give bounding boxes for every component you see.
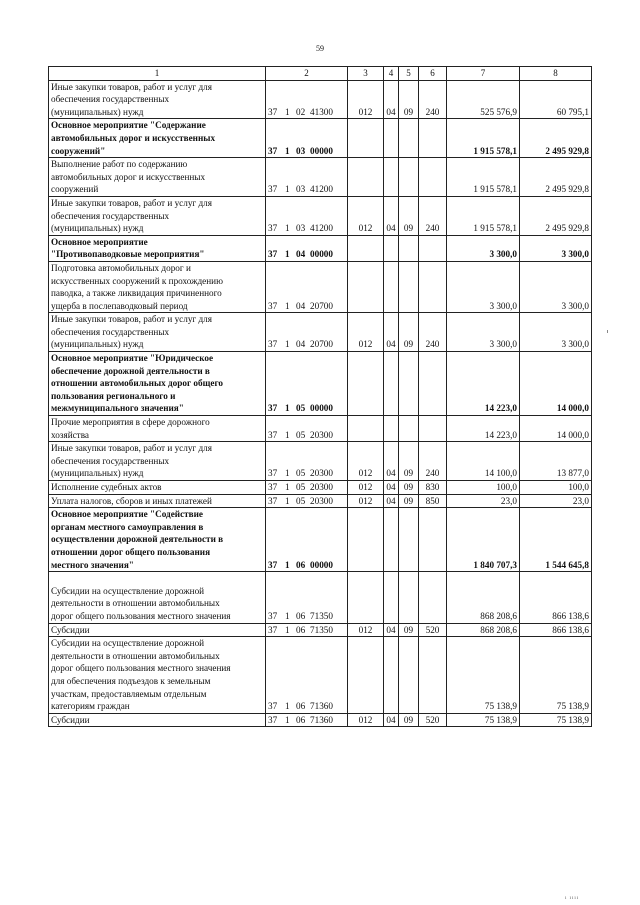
amount-year-1: 3 300,0 <box>447 261 520 312</box>
description-line: (муниципальных) нужд <box>51 106 144 117</box>
description-line: Основное мероприятие "Юридическое <box>51 353 214 364</box>
row-description <box>49 80 266 119</box>
corner-scan-mark: ı ıııı <box>565 896 580 901</box>
table-row <box>49 352 592 416</box>
subsection-code <box>399 352 419 416</box>
header-cell: 6 <box>419 67 447 81</box>
code-part-m: 05 <box>296 468 306 479</box>
description-line: ущерба в послепаводковый период <box>51 300 188 311</box>
ministry-code: 012 <box>348 196 384 235</box>
amount-year-2: 3 300,0 <box>520 313 592 352</box>
target-article-code <box>266 442 348 481</box>
description-line: Субсидии на осуществление дорожной <box>51 585 205 596</box>
description-line: Субсидии <box>51 624 90 635</box>
expense-type-code <box>419 158 447 197</box>
table-row <box>49 442 592 481</box>
amount-year-2: 14 000,0 <box>520 416 592 442</box>
code-part-m: 04 <box>296 249 306 260</box>
row-description <box>49 196 266 235</box>
code-part-m: 03 <box>296 223 306 234</box>
description-line: Уплата налогов, сборов и иных платежей <box>51 495 212 506</box>
target-article-code <box>266 494 348 508</box>
header-cell: 1 <box>49 67 266 81</box>
row-description <box>49 416 266 442</box>
ministry-code: 012 <box>348 481 384 495</box>
description-line: Основное мероприятие "Содержание <box>51 120 206 131</box>
code-part-p: 37 <box>268 495 278 506</box>
code-part-p: 37 <box>268 403 278 414</box>
row-description <box>49 494 266 508</box>
code-part-d: 20300 <box>310 468 333 479</box>
code-part-d: 41200 <box>310 223 333 234</box>
amount-year-2: 3 300,0 <box>520 261 592 312</box>
code-part-s: 1 <box>285 106 290 117</box>
code-part-d: 20700 <box>310 300 333 311</box>
description-line: межмуниципального значения" <box>51 403 184 414</box>
code-part-m: 06 <box>296 559 306 570</box>
code-part-s: 1 <box>285 300 290 311</box>
subsection-code: 09 <box>399 494 419 508</box>
target-article-code <box>266 119 348 158</box>
amount-year-1: 868 208,6 <box>447 572 520 623</box>
subsection-code <box>399 119 419 158</box>
target-article-code <box>266 313 348 352</box>
amount-year-1: 1 915 578,1 <box>447 158 520 197</box>
description-line: паводка, а также ликвидация причиненного <box>51 288 222 299</box>
code-part-d: 00000 <box>310 249 333 260</box>
section-code <box>384 352 399 416</box>
code-part-p: 37 <box>268 714 278 725</box>
code-part-p: 37 <box>268 249 278 260</box>
table-row <box>49 508 592 572</box>
ministry-code <box>348 119 384 158</box>
code-part-d: 20300 <box>310 482 333 492</box>
subsection-code: 09 <box>399 481 419 495</box>
code-part-d: 71360 <box>310 701 333 712</box>
description-line: Иные закупки товаров, работ и услуг для <box>51 443 212 454</box>
description-line: Субсидии <box>51 714 90 725</box>
amount-year-2: 60 795,1 <box>520 80 592 119</box>
code-part-d: 00000 <box>310 403 333 414</box>
amount-year-2: 866 138,6 <box>520 572 592 623</box>
amount-year-1: 1 840 707,3 <box>447 508 520 572</box>
code-part-p: 37 <box>268 701 278 712</box>
table-row <box>49 119 592 158</box>
section-code <box>384 508 399 572</box>
table-row <box>49 416 592 442</box>
code-part-s: 1 <box>285 714 290 725</box>
description-line: Выполнение работ по содержанию <box>51 159 188 170</box>
expense-type-code <box>419 235 447 261</box>
table-row <box>49 623 592 637</box>
expense-type-code: 240 <box>419 80 447 119</box>
expense-type-code <box>419 637 447 714</box>
ministry-code: 012 <box>348 623 384 637</box>
code-part-p: 37 <box>268 106 278 117</box>
amount-year-2: 100,0 <box>520 481 592 495</box>
header-row <box>49 67 592 81</box>
code-part-m: 05 <box>296 429 306 440</box>
code-part-s: 1 <box>285 495 290 506</box>
row-description <box>49 713 266 727</box>
code-part-p: 37 <box>268 300 278 311</box>
ministry-code <box>348 572 384 623</box>
row-description <box>49 119 266 158</box>
code-part-s: 1 <box>285 624 290 635</box>
budget-table <box>48 66 592 727</box>
subsection-code: 09 <box>399 196 419 235</box>
code-part-m: 06 <box>296 610 306 621</box>
ministry-code: 012 <box>348 713 384 727</box>
target-article-code <box>266 261 348 312</box>
code-part-s: 1 <box>285 184 290 195</box>
ministry-code <box>348 352 384 416</box>
table-row <box>49 261 592 312</box>
amount-year-2: 14 000,0 <box>520 352 592 416</box>
header-cell: 5 <box>399 67 419 81</box>
code-part-m: 06 <box>296 624 306 635</box>
table-row <box>49 637 592 714</box>
amount-year-1: 1 915 578,1 <box>447 119 520 158</box>
expense-type-code <box>419 416 447 442</box>
description-line: органам местного самоуправления в <box>51 521 204 532</box>
section-code: 04 <box>384 196 399 235</box>
section-code: 04 <box>384 623 399 637</box>
code-part-d: 41300 <box>310 106 333 117</box>
description-line: Основное мероприятие "Содействие <box>51 509 204 520</box>
target-article-code <box>266 623 348 637</box>
ministry-code <box>348 416 384 442</box>
row-description <box>49 637 266 714</box>
description-line: обеспечение дорожной деятельности в <box>51 365 210 376</box>
section-code <box>384 235 399 261</box>
description-line: местного значения" <box>51 559 134 570</box>
expense-type-code: 240 <box>419 442 447 481</box>
subsection-code: 09 <box>399 313 419 352</box>
ministry-code <box>348 637 384 714</box>
code-part-p: 37 <box>268 559 278 570</box>
amount-year-1: 14 223,0 <box>447 352 520 416</box>
amount-year-2: 75 138,9 <box>520 637 592 714</box>
code-part-d: 20300 <box>310 429 333 440</box>
description-line: сооружений" <box>51 145 106 156</box>
description-line: отношении автомобильных дорог общего <box>51 378 223 389</box>
amount-year-1: 3 300,0 <box>447 235 520 261</box>
section-code: 04 <box>384 481 399 495</box>
code-part-s: 1 <box>285 701 290 712</box>
code-part-p: 37 <box>268 339 278 350</box>
ministry-code: 012 <box>348 442 384 481</box>
description-line: обеспечения государственных <box>51 94 170 105</box>
code-part-d: 20700 <box>310 339 333 350</box>
expense-type-code <box>419 261 447 312</box>
amount-year-2: 1 544 645,8 <box>520 508 592 572</box>
ministry-code <box>348 508 384 572</box>
code-part-m: 02 <box>296 106 306 117</box>
target-article-code <box>266 713 348 727</box>
ministry-code: 012 <box>348 80 384 119</box>
ministry-code: 012 <box>348 313 384 352</box>
code-part-d: 71350 <box>310 610 333 621</box>
row-description <box>49 313 266 352</box>
section-code: 04 <box>384 80 399 119</box>
subsection-code: 09 <box>399 80 419 119</box>
code-part-s: 1 <box>285 145 290 156</box>
amount-year-1: 14 223,0 <box>447 416 520 442</box>
table-row <box>49 481 592 495</box>
code-part-p: 37 <box>268 468 278 479</box>
expense-type-code <box>419 119 447 158</box>
section-code <box>384 119 399 158</box>
amount-year-1: 23,0 <box>447 494 520 508</box>
code-part-s: 1 <box>285 610 290 621</box>
row-description <box>49 235 266 261</box>
header-cell: 3 <box>348 67 384 81</box>
amount-year-1: 75 138,9 <box>447 713 520 727</box>
amount-year-1: 525 576,9 <box>447 80 520 119</box>
code-part-m: 04 <box>296 300 306 311</box>
description-line: (муниципальных) нужд <box>51 468 144 479</box>
target-article-code <box>266 235 348 261</box>
table-row <box>49 713 592 727</box>
amount-year-1: 868 208,6 <box>447 623 520 637</box>
code-part-m: 03 <box>296 184 306 195</box>
row-description <box>49 508 266 572</box>
amount-year-1: 1 915 578,1 <box>447 196 520 235</box>
table-row <box>49 494 592 508</box>
target-article-code <box>266 158 348 197</box>
code-part-s: 1 <box>285 559 290 570</box>
description-line: хозяйства <box>51 429 89 440</box>
section-code <box>384 572 399 623</box>
subsection-code <box>399 416 419 442</box>
description-line: деятельности в отношении автомобильных <box>51 650 220 661</box>
description-line: искусственных сооружений к прохождению <box>51 275 223 286</box>
header-cell: 4 <box>384 67 399 81</box>
target-article-code <box>266 508 348 572</box>
expense-type-code: 240 <box>419 313 447 352</box>
description-line: деятельности в отношении автомобильных <box>51 598 220 609</box>
description-line: участкам, предоставляемым отдельным <box>51 688 207 699</box>
table-row <box>49 313 592 352</box>
amount-year-2: 2 495 929,8 <box>520 196 592 235</box>
amount-year-2: 2 495 929,8 <box>520 119 592 158</box>
table-row <box>49 80 592 119</box>
code-part-s: 1 <box>285 482 290 492</box>
code-part-s: 1 <box>285 249 290 260</box>
code-part-p: 37 <box>268 145 278 156</box>
header-cell: 8 <box>520 67 592 81</box>
expense-type-code: 520 <box>419 623 447 637</box>
section-code <box>384 158 399 197</box>
expense-type-code: 520 <box>419 713 447 727</box>
code-part-m: 06 <box>296 714 306 725</box>
description-line: Иные закупки товаров, работ и услуг для <box>51 314 212 325</box>
target-article-code <box>266 196 348 235</box>
table-row <box>49 196 592 235</box>
code-part-d: 00000 <box>310 145 333 156</box>
section-code <box>384 637 399 714</box>
description-line: Подготовка автомобильных дорог и <box>51 262 191 273</box>
table-row <box>49 572 592 623</box>
code-part-d: 71350 <box>310 624 333 635</box>
code-part-s: 1 <box>285 429 290 440</box>
target-article-code <box>266 80 348 119</box>
subsection-code <box>399 235 419 261</box>
table-row <box>49 158 592 197</box>
code-part-d: 41200 <box>310 184 333 195</box>
code-part-s: 1 <box>285 223 290 234</box>
ministry-code: 012 <box>348 494 384 508</box>
expense-type-code: 240 <box>419 196 447 235</box>
subsection-code: 09 <box>399 623 419 637</box>
code-part-m: 06 <box>296 701 306 712</box>
description-line: Исполнение судебных актов <box>51 482 162 492</box>
code-part-p: 37 <box>268 610 278 621</box>
target-article-code <box>266 352 348 416</box>
target-article-code <box>266 416 348 442</box>
subsection-code <box>399 158 419 197</box>
description-line: категориям граждан <box>51 701 130 712</box>
row-description <box>49 481 266 495</box>
row-description <box>49 352 266 416</box>
description-line: обеспечения государственных <box>51 455 170 466</box>
section-code: 04 <box>384 713 399 727</box>
expense-type-code <box>419 508 447 572</box>
section-code: 04 <box>384 313 399 352</box>
description-line: автомобильных дорог и искусственных <box>51 171 206 182</box>
code-part-p: 37 <box>268 223 278 234</box>
code-part-s: 1 <box>285 403 290 414</box>
table-row <box>49 235 592 261</box>
description-line: дорог общего пользования местного значения <box>51 663 231 674</box>
ministry-code <box>348 158 384 197</box>
description-line: дорог общего пользования местного значения <box>51 610 231 621</box>
description-line: обеспечения государственных <box>51 210 170 221</box>
section-code <box>384 416 399 442</box>
code-part-m: 05 <box>296 482 306 492</box>
description-line: осуществлении дорожной деятельности в <box>51 534 224 545</box>
subsection-code <box>399 261 419 312</box>
row-description <box>49 442 266 481</box>
code-part-p: 37 <box>268 482 278 492</box>
description-line: Иные закупки товаров, работ и услуг для <box>51 81 212 92</box>
description-line: "Противопаводковые мероприятия" <box>51 249 205 260</box>
description-line: (муниципальных) нужд <box>51 223 144 234</box>
row-description <box>49 623 266 637</box>
row-description <box>49 572 266 623</box>
target-article-code <box>266 572 348 623</box>
section-code: 04 <box>384 494 399 508</box>
target-article-code <box>266 481 348 495</box>
subsection-code <box>399 572 419 623</box>
amount-year-2: 13 877,0 <box>520 442 592 481</box>
expense-type-code: 850 <box>419 494 447 508</box>
expense-type-code <box>419 352 447 416</box>
description-line: Субсидии на осуществление дорожной <box>51 638 205 649</box>
description-line: отношении дорог общего пользования <box>51 546 211 557</box>
description-line: (муниципальных) нужд <box>51 339 144 350</box>
code-part-d: 00000 <box>310 559 333 570</box>
description-line: Иные закупки товаров, работ и услуг для <box>51 197 212 208</box>
header-cell: 7 <box>447 67 520 81</box>
subsection-code: 09 <box>399 442 419 481</box>
target-article-code <box>266 637 348 714</box>
code-part-d: 20300 <box>310 495 333 506</box>
code-part-m: 05 <box>296 403 306 414</box>
page-number: 59 <box>316 44 324 53</box>
header-cell: 2 <box>266 67 348 81</box>
description-line: Основное мероприятие <box>51 236 148 247</box>
amount-year-1: 75 138,9 <box>447 637 520 714</box>
section-code <box>384 261 399 312</box>
description-line <box>51 572 263 585</box>
description-line: автомобильных дорог и искусственных <box>51 132 216 143</box>
code-part-p: 37 <box>268 184 278 195</box>
code-part-m: 05 <box>296 495 306 506</box>
subsection-code <box>399 508 419 572</box>
amount-year-1: 100,0 <box>447 481 520 495</box>
row-description <box>49 261 266 312</box>
description-line: сооружений <box>51 184 99 195</box>
amount-year-2: 2 495 929,8 <box>520 158 592 197</box>
expense-type-code <box>419 572 447 623</box>
expense-type-code: 830 <box>419 481 447 495</box>
description-line: пользования регионального и <box>51 390 176 401</box>
code-part-p: 37 <box>268 429 278 440</box>
margin-tick <box>607 330 608 333</box>
code-part-m: 04 <box>296 339 306 350</box>
code-part-s: 1 <box>285 339 290 350</box>
amount-year-2: 23,0 <box>520 494 592 508</box>
section-code: 04 <box>384 442 399 481</box>
code-part-p: 37 <box>268 624 278 635</box>
amount-year-1: 14 100,0 <box>447 442 520 481</box>
code-part-d: 71360 <box>310 714 333 725</box>
amount-year-2: 75 138,9 <box>520 713 592 727</box>
ministry-code <box>348 261 384 312</box>
amount-year-2: 866 138,6 <box>520 623 592 637</box>
description-line: обеспечения государственных <box>51 326 170 337</box>
amount-year-2: 3 300,0 <box>520 235 592 261</box>
row-description <box>49 158 266 197</box>
code-part-m: 03 <box>296 145 306 156</box>
subsection-code <box>399 637 419 714</box>
description-line: для обеспечения подъездов к земельным <box>51 675 211 686</box>
description-line: Прочие мероприятия в сфере дорожного <box>51 417 210 428</box>
code-part-s: 1 <box>285 468 290 479</box>
subsection-code: 09 <box>399 713 419 727</box>
ministry-code <box>348 235 384 261</box>
amount-year-1: 3 300,0 <box>447 313 520 352</box>
